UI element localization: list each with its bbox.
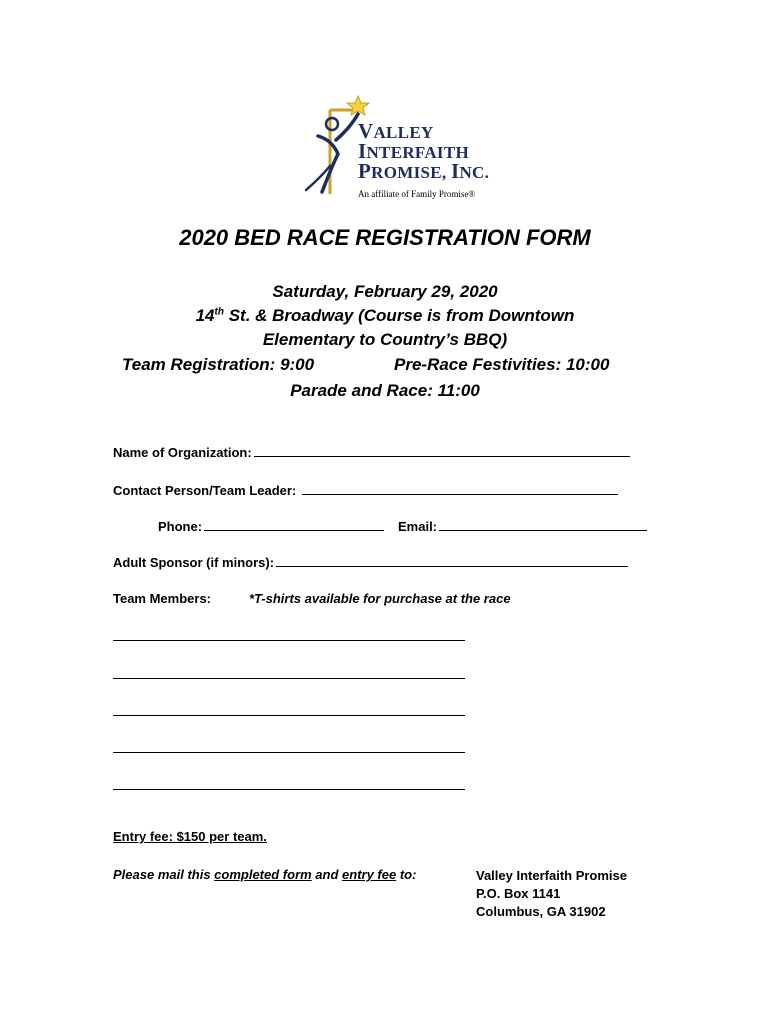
figure-arm — [336, 114, 358, 140]
logo-tagline: An affiliate of Family Promise® — [358, 189, 476, 199]
phone-field[interactable]: Phone: — [158, 517, 384, 534]
sponsor-input[interactable] — [276, 553, 628, 567]
member-input[interactable] — [113, 715, 465, 716]
figure-body — [318, 136, 338, 192]
organization-input[interactable] — [254, 443, 630, 457]
mailing-address — [476, 867, 627, 921]
star-icon — [347, 96, 369, 115]
tshirt-note: *T-shirts available for purchase at the race — [249, 591, 511, 606]
email-field[interactable]: Email: — [398, 517, 647, 534]
contact-input[interactable] — [302, 481, 618, 495]
team-registration-time: Team Registration: 9:00 — [122, 355, 315, 374]
member-input[interactable] — [113, 789, 465, 790]
contact-field[interactable]: Contact Person/Team Leader: — [113, 481, 618, 498]
team-members-label: Team Members: — [113, 591, 212, 606]
member-input[interactable] — [113, 752, 465, 753]
address-city: Columbus, GA 31902 — [476, 904, 606, 919]
member-input[interactable] — [113, 678, 465, 679]
figure-head — [326, 118, 338, 130]
event-date: Saturday, February 29, 2020 — [272, 282, 498, 301]
phone-input[interactable] — [204, 517, 384, 531]
entry-fee: Entry fee: $150 per team. — [113, 829, 267, 844]
mail-instructions: Please mail this completed form and entry fee to: — [113, 867, 417, 882]
event-location: 14th St. & Broadway (Course is from Downtown — [195, 306, 575, 325]
event-location-line2: Elementary to Country’s BBQ) — [262, 330, 508, 349]
organization-field[interactable]: Name of Organization: — [113, 443, 630, 460]
page-title: 2020 BED RACE REGISTRATION FORM — [179, 225, 591, 250]
member-input[interactable] — [113, 640, 465, 641]
email-input[interactable] — [439, 517, 647, 531]
address-name: Valley Interfaith Promise — [476, 868, 628, 883]
address-box: P.O. Box 1141 — [476, 886, 561, 901]
pre-race-time: Pre-Race Festivities: 10:00 — [394, 355, 610, 374]
sponsor-field[interactable]: Adult Sponsor (if minors): — [113, 553, 628, 570]
parade-time: Parade and Race: 11:00 — [290, 381, 480, 400]
logo-wordmark: VALLEY INTERFAITH PROMISE, INC. An affiliate of Family Promise® — [358, 122, 489, 204]
